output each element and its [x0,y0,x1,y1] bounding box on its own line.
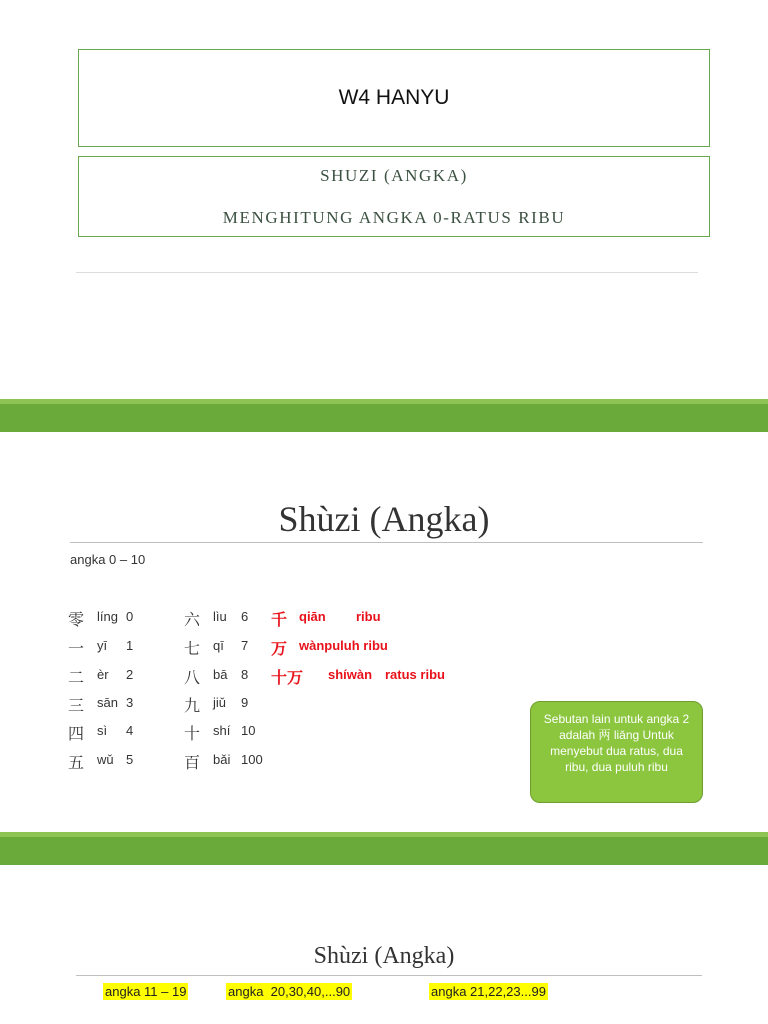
number-value: 8 [241,667,249,682]
hanzi: 八 [184,668,201,687]
title-box [78,49,710,147]
column-header: angka 11 – 19 [105,984,187,999]
hanzi: 十 [184,724,201,743]
number-value: 3 [126,695,134,710]
pinyin: líng [97,609,118,624]
hanzi: 万 [271,639,288,658]
green-band [0,837,768,865]
hanzi: 千 [271,610,288,629]
hanzi: 九 [184,696,201,715]
pinyin: qiān [299,609,326,624]
divider [76,975,702,976]
pinyin: lìu [213,609,227,624]
number-value: 10 [241,723,256,738]
meaning: ribu [356,609,381,624]
meaning: ratus ribu [385,667,445,682]
hanzi: 十万 [271,668,304,687]
divider [76,272,698,273]
hanzi: 二 [68,668,85,687]
number-value: 100 [241,752,263,767]
pinyin: bǎi [213,752,231,767]
hanzi: 六 [184,610,201,629]
slide-title: Shùzi (Angka) [278,499,490,539]
range-label: angka 0 – 10 [70,552,146,567]
number-value: 7 [241,638,249,653]
number-value: 2 [126,667,134,682]
pinyin: shí [213,723,231,738]
pinyin: qī [213,638,224,653]
hanzi: 五 [68,753,85,772]
hanzi: 百 [184,753,201,772]
pinyin: jiǔ [213,695,227,710]
pinyin: sān [97,695,118,710]
number-value: 4 [126,723,134,738]
number-row-large [0,665,480,687]
number-value: 1 [126,638,134,653]
column-header: angka 20,30,40,...90 [228,984,351,999]
number-row [0,750,280,772]
number-value: 6 [241,609,249,624]
pinyin: èr [97,667,109,682]
pinyin: bā [213,667,228,682]
pinyin: shíwàn [328,667,373,682]
slide-title: W4 HANYU [338,86,450,109]
number-row [0,721,280,743]
hanzi: 零 [68,610,85,629]
hanzi: 四 [68,724,85,743]
green-band [0,404,768,432]
pinyin: wǔ [97,752,114,767]
column-header: angka 21,22,23...99 [431,984,546,999]
note-callout: Sebutan lain untuk angka 2 adalah 两 liǎng Untuk menyebut dua ratus, dua ribu, dua puluh ribu [530,701,703,803]
pinyin: sì [97,723,108,738]
pinyin: yī [97,638,108,653]
hanzi: 一 [68,639,85,658]
divider [70,542,703,543]
number-value: 9 [241,695,249,710]
subtitle-box [78,156,710,237]
number-row-large [0,607,480,629]
number-value: 5 [126,752,134,767]
subtitle-line-2: MENGHITUNG ANGKA 0-RATUS RIBU [222,208,566,227]
pinyin: wànpuluh ribu [299,638,388,653]
number-row [0,693,280,715]
subtitle-line-1: SHUZI (ANGKA) [320,166,468,185]
number-row-large [0,636,480,658]
number-value: 0 [126,609,134,624]
hanzi: 三 [68,696,85,715]
hanzi: 七 [184,639,201,658]
slide-title: Shùzi (Angka) [313,943,455,969]
